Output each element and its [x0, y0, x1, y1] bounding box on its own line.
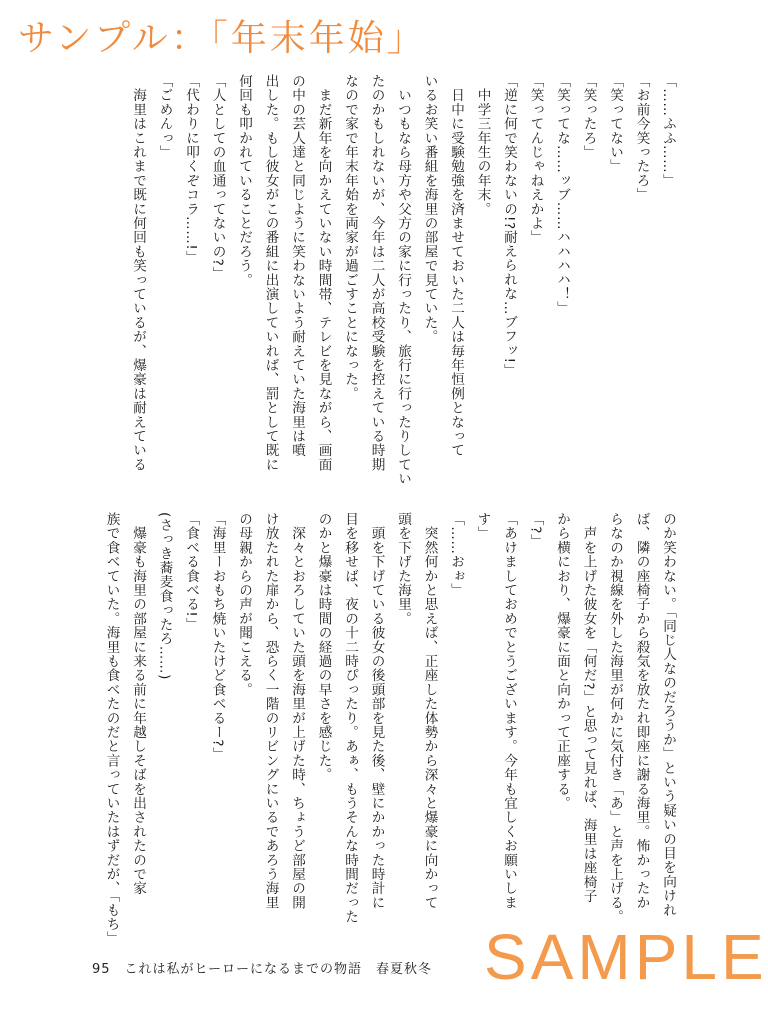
text-line: いるお笑い番組を海里の部屋で見ていた。 — [421, 74, 438, 344]
text-line: たのかもしれないが、今年は二人が高校受験を控えている時期 — [368, 74, 385, 472]
text-line: の中の芸人達と同じように笑わないよう耐えていた海里は噴 — [289, 74, 305, 458]
text-line: なので家で年末年始を両家が過ごすことになった。 — [342, 74, 358, 401]
text-line: 目を移せば、夜の十二時ぴったり。あぁ、もうそんな時間だった — [342, 512, 358, 924]
text-line: 「……ふふ……」 — [660, 74, 676, 188]
text-line: 「逆に何で笑わないの!?耐えられな…ブフッ!」 — [501, 74, 517, 378]
text-line: 声を上げた彼女を「何だ?」と思って見れば、海里は座椅子 — [580, 512, 597, 904]
text-line: まだ新年を向かえていない時間帯、テレビを見ながら、画面 — [315, 74, 332, 472]
text-line: 「代わりに叩くぞコラ……!」 — [183, 74, 199, 265]
text-line: す」 — [474, 512, 491, 541]
text-line: 爆豪も海里の部屋に来る前に年越しそばを出されたので家 — [130, 512, 146, 896]
text-line: のかと爆豪は時間の経過の早さを感じた。 — [315, 512, 332, 782]
text-line: 中学三年生の年末。 — [474, 74, 491, 216]
text-line: 突然何かと思えば、正座した体勢から深々と爆豪に向かって — [421, 512, 438, 910]
text-line: 頭を下げている彼女の後頭部を見た後、壁にかかった時計に — [368, 512, 385, 910]
text-line: 海里はこれまで既に何回も笑っているが、爆豪は耐えている — [130, 74, 146, 472]
text-line: ば、隣の座椅子から殺気を放たれ即座に謝る海里。怖かったか — [633, 512, 650, 910]
page-title: サンプル：「年末年始」 — [18, 18, 426, 59]
text-line: の母親からの声が聞こえる。 — [236, 512, 252, 697]
text-line: 族で食べていた。海里も食べたのだと言っていたはずだが、「もち」 — [103, 512, 120, 946]
text-line: 「笑ってな……ッブ……ハハハハ！」 — [554, 74, 570, 316]
text-line: いつもなら母方や父方の家に行ったり、旅行に行ったりしてい — [395, 74, 411, 486]
text-line: 何回も叩かれていることだろう。 — [236, 74, 252, 287]
text-block-top — [91, 74, 681, 486]
text-line: 「ごめんっ」 — [156, 74, 173, 160]
text-line: 「?」 — [527, 512, 544, 549]
text-line: け放たれた扉から、恐らく一階のリビングにいるであろう海里 — [262, 512, 279, 910]
text-line: から横におり、爆豪に面と向かって正座する。 — [554, 512, 570, 811]
sample-watermark: SAMPLE — [484, 921, 768, 993]
text-line: 「あけましておめでとうございます。今年も宜しくお願いしま — [501, 512, 517, 910]
text-line: 出した。もし彼女がこの番組に出演していれば、罰として既に — [262, 74, 279, 472]
text-line: 「……おぉ」 — [448, 512, 464, 598]
text-line: のか笑わない。「同じ人なのだろうか」という疑いの目を向けれ — [660, 512, 676, 917]
text-line: 「笑ったろ」 — [580, 74, 597, 160]
text-block-bottom — [91, 512, 681, 946]
page-footer: 95 これは私がヒーローになるまでの物語 春夏秋冬 — [92, 962, 433, 977]
text-line: 頭を下げた海里。 — [395, 512, 411, 626]
text-line: 「お前今笑ったろ」 — [633, 74, 650, 202]
text-line: 「人としての血通ってないの?」 — [209, 74, 226, 281]
text-line: 「笑ってんじゃねえかよ」 — [527, 74, 544, 245]
text-line: 日中に受験勉強を済ませておいた二人は毎年恒例となって — [448, 74, 464, 458]
text-line: (さっき蕎麦食ったろ……) — [156, 512, 173, 680]
text-line: らなのか視線を外した海里が何かに気付き「あ」と声を上げる。 — [607, 512, 623, 924]
text-line: 「海里ーおもち焼いたけど食べるー?」 — [209, 512, 226, 762]
text-line: 「食べる食べる!」 — [183, 512, 199, 632]
text-line: 「笑ってない」 — [607, 74, 623, 174]
text-line: 深々とおろしていた頭を海里が上げた時、ちょうど部屋の開 — [289, 512, 305, 910]
